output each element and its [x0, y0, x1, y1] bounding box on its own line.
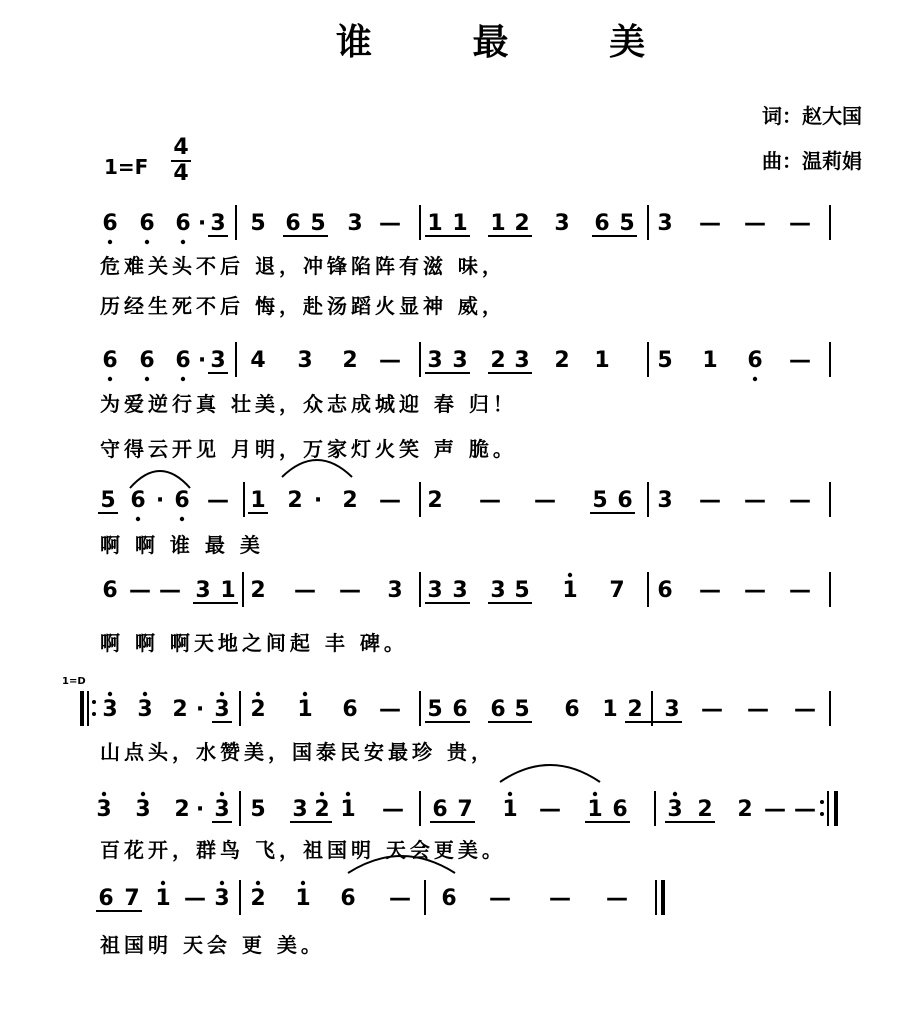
note: 5	[100, 488, 116, 513]
dash-mark: —	[549, 886, 571, 911]
octave-dot-high	[220, 692, 224, 696]
note: 3	[214, 886, 230, 911]
note: 1	[502, 797, 518, 822]
note: 6	[340, 886, 356, 911]
note: 2	[627, 697, 643, 722]
octave-dot-high	[108, 692, 112, 696]
note: 6	[342, 697, 358, 722]
octave-dot-high	[102, 792, 106, 796]
note: 4	[250, 348, 266, 373]
lyric-line: 啊 啊 谁 最 美	[100, 533, 264, 557]
dash-mark: —	[764, 797, 786, 822]
note: 2	[427, 488, 443, 513]
note: 3	[292, 797, 308, 822]
octave-dot-high	[320, 792, 324, 796]
repeat-dot	[820, 800, 824, 804]
notation-system-1	[100, 205, 830, 318]
lyric-line: 危难关头不后 退，冲锋陷阵有滋 味，	[100, 254, 506, 278]
dash-mark: —	[699, 211, 721, 236]
dash-mark: —	[294, 578, 316, 603]
octave-dot-low	[145, 377, 149, 381]
notation-system-5	[80, 691, 830, 764]
octave-dot-low	[180, 517, 184, 521]
note: 5	[657, 348, 673, 373]
note: 5	[427, 697, 443, 722]
note: 2	[737, 797, 753, 822]
note: 3	[452, 348, 468, 373]
octave-dot-low	[181, 240, 185, 244]
dash-mark: —	[489, 886, 511, 911]
notation-system-2	[100, 342, 830, 461]
note: 5	[619, 211, 635, 236]
note: 6	[102, 578, 118, 603]
repeat-dot	[92, 700, 96, 704]
dash-mark: —	[534, 488, 556, 513]
note: 1	[602, 697, 618, 722]
note: 3	[96, 797, 112, 822]
dash-mark: —	[389, 886, 411, 911]
note: 2	[554, 348, 570, 373]
note: 7	[124, 886, 140, 911]
octave-dot-high	[220, 792, 224, 796]
note: 6	[102, 211, 118, 236]
note: 6	[490, 697, 506, 722]
note: 1	[490, 211, 506, 236]
note: 3	[297, 348, 313, 373]
lyric-line: 守得云开见 月明，万家灯火笑 声 脆。	[100, 437, 517, 461]
note: 6	[139, 348, 155, 373]
time-signature-bottom: 4	[173, 161, 189, 186]
note: 6	[285, 211, 301, 236]
note: 2	[342, 348, 358, 373]
octave-dot-high	[141, 792, 145, 796]
repeat-end-thick	[834, 791, 838, 826]
song-title: 谁 最 美	[336, 22, 690, 63]
note: 1	[702, 348, 718, 373]
note: 1	[427, 211, 443, 236]
note: 1	[155, 886, 171, 911]
dash-mark: —	[699, 578, 721, 603]
duration-dot: ·	[313, 488, 323, 513]
repeat-start-thick	[80, 691, 84, 726]
note: 1	[452, 211, 468, 236]
note: 3	[214, 797, 230, 822]
note: 1	[295, 886, 311, 911]
octave-dot-low	[108, 240, 112, 244]
dash-mark: —	[744, 488, 766, 513]
repeat-dot	[92, 712, 96, 716]
note: 3	[514, 348, 530, 373]
dash-mark: —	[744, 211, 766, 236]
note: 5	[514, 697, 530, 722]
note: 2	[174, 797, 190, 822]
dash-mark: —	[789, 211, 811, 236]
tie-slur	[130, 471, 190, 488]
note: 2	[172, 697, 188, 722]
duration-dot: ·	[197, 348, 207, 373]
dash-mark: —	[379, 211, 401, 236]
note: 2	[697, 797, 713, 822]
dash-mark: —	[479, 488, 501, 513]
octave-dot-high	[143, 692, 147, 696]
note: 2	[342, 488, 358, 513]
note: 1	[594, 348, 610, 373]
note: 2	[250, 886, 266, 911]
dash-mark: —	[184, 886, 206, 911]
notation-system-4	[100, 572, 830, 655]
note: 3	[214, 697, 230, 722]
octave-dot-high	[256, 881, 260, 885]
note: 5	[310, 211, 326, 236]
time-signature-top: 4	[173, 135, 189, 160]
octave-dot-low	[108, 377, 112, 381]
dash-mark: —	[794, 797, 816, 822]
dash-mark: —	[699, 488, 721, 513]
tie-slur	[500, 765, 600, 782]
note: 6	[564, 697, 580, 722]
note: 2	[314, 797, 330, 822]
note: 6	[594, 211, 610, 236]
note: 6	[441, 886, 457, 911]
note: 2	[250, 697, 266, 722]
note: 5	[250, 797, 266, 822]
dash-mark: —	[744, 578, 766, 603]
note: 1	[250, 488, 266, 513]
dash-mark: —	[379, 697, 401, 722]
note: 3	[657, 211, 673, 236]
note: 3	[452, 578, 468, 603]
note: 2	[514, 211, 530, 236]
dash-mark: —	[701, 697, 723, 722]
note: 6	[612, 797, 628, 822]
dash-mark: —	[789, 488, 811, 513]
note: 1	[340, 797, 356, 822]
repeat-dot	[820, 812, 824, 816]
note: 1	[297, 697, 313, 722]
note: 2	[287, 488, 303, 513]
note: 7	[457, 797, 473, 822]
note: 5	[592, 488, 608, 513]
octave-dot-high	[593, 792, 597, 796]
dash-mark: —	[339, 578, 361, 603]
note: 3	[135, 797, 151, 822]
note: 3	[667, 797, 683, 822]
lyric-line: 山点头，水赞美，国泰民安最珍 贵，	[100, 740, 495, 764]
note: 3	[387, 578, 403, 603]
octave-dot-high	[301, 881, 305, 885]
note: 6	[432, 797, 448, 822]
note: 6	[102, 348, 118, 373]
duration-dot: ·	[195, 797, 205, 822]
note: 6	[657, 578, 673, 603]
duration-dot: ·	[197, 211, 207, 236]
octave-dot-high	[256, 692, 260, 696]
note: 6	[130, 488, 146, 513]
notation-system-7	[96, 856, 665, 957]
note: 6	[139, 211, 155, 236]
notation-system-3	[98, 460, 830, 557]
composer-credit: 曲：温莉娟	[762, 149, 862, 173]
dash-mark: —	[382, 797, 404, 822]
dash-mark: —	[794, 697, 816, 722]
note: 3	[210, 348, 226, 373]
lyric-line: 啊 啊 啊天地之间起 丰 碑。	[100, 631, 408, 655]
octave-dot-high	[303, 692, 307, 696]
lyric-line: 百花开，群鸟 飞，祖国明 天会更美。	[100, 838, 506, 862]
note: 3	[347, 211, 363, 236]
note: 3	[210, 211, 226, 236]
octave-dot-high	[161, 881, 165, 885]
note: 6	[175, 348, 191, 373]
lyric-line: 历经生死不后 悔，赴汤蹈火显神 威，	[100, 294, 506, 318]
lyricist-credit: 词：赵大国	[762, 104, 862, 128]
note: 3	[427, 348, 443, 373]
dash-mark: —	[207, 488, 229, 513]
note: 3	[657, 488, 673, 513]
note: 6	[747, 348, 763, 373]
dash-mark: —	[606, 886, 628, 911]
duration-dot: ·	[155, 488, 165, 513]
dash-mark: —	[789, 348, 811, 373]
dash-mark: —	[379, 348, 401, 373]
note: 6	[98, 886, 114, 911]
note: 3	[195, 578, 211, 603]
key-change-marker: 1=D	[62, 676, 86, 687]
duration-dot: ·	[195, 697, 205, 722]
octave-dot-high	[568, 573, 572, 577]
note: 6	[174, 488, 190, 513]
key-signature: 1=F	[104, 155, 149, 179]
note: 7	[609, 578, 625, 603]
dash-mark: —	[379, 488, 401, 513]
note: 6	[175, 211, 191, 236]
dash-mark: —	[129, 578, 151, 603]
note: 1	[587, 797, 603, 822]
note: 3	[490, 578, 506, 603]
dash-mark: —	[159, 578, 181, 603]
octave-dot-high	[673, 792, 677, 796]
note: 3	[102, 697, 118, 722]
note: 3	[427, 578, 443, 603]
octave-dot-high	[346, 792, 350, 796]
note: 3	[664, 697, 680, 722]
lyric-line: 祖国明 天会 更 美。	[100, 933, 325, 957]
dash-mark: —	[747, 697, 769, 722]
note: 3	[554, 211, 570, 236]
dash-mark: —	[539, 797, 561, 822]
note: 6	[617, 488, 633, 513]
note: 1	[562, 578, 578, 603]
octave-dot-low	[181, 377, 185, 381]
dash-mark: —	[789, 578, 811, 603]
note: 2	[490, 348, 506, 373]
octave-dot-low	[136, 517, 140, 521]
tie-slur	[282, 460, 352, 477]
octave-dot-high	[508, 792, 512, 796]
notation-system-6	[96, 765, 838, 862]
note: 5	[250, 211, 266, 236]
note: 1	[220, 578, 236, 603]
octave-dot-high	[220, 881, 224, 885]
lyric-line: 为爱逆行真 壮美，众志成城迎 春 归！	[100, 392, 517, 416]
final-bar-thick	[661, 880, 665, 915]
note: 2	[250, 578, 266, 603]
note: 6	[452, 697, 468, 722]
note: 5	[514, 578, 530, 603]
octave-dot-low	[145, 240, 149, 244]
octave-dot-low	[753, 377, 757, 381]
note: 3	[137, 697, 153, 722]
